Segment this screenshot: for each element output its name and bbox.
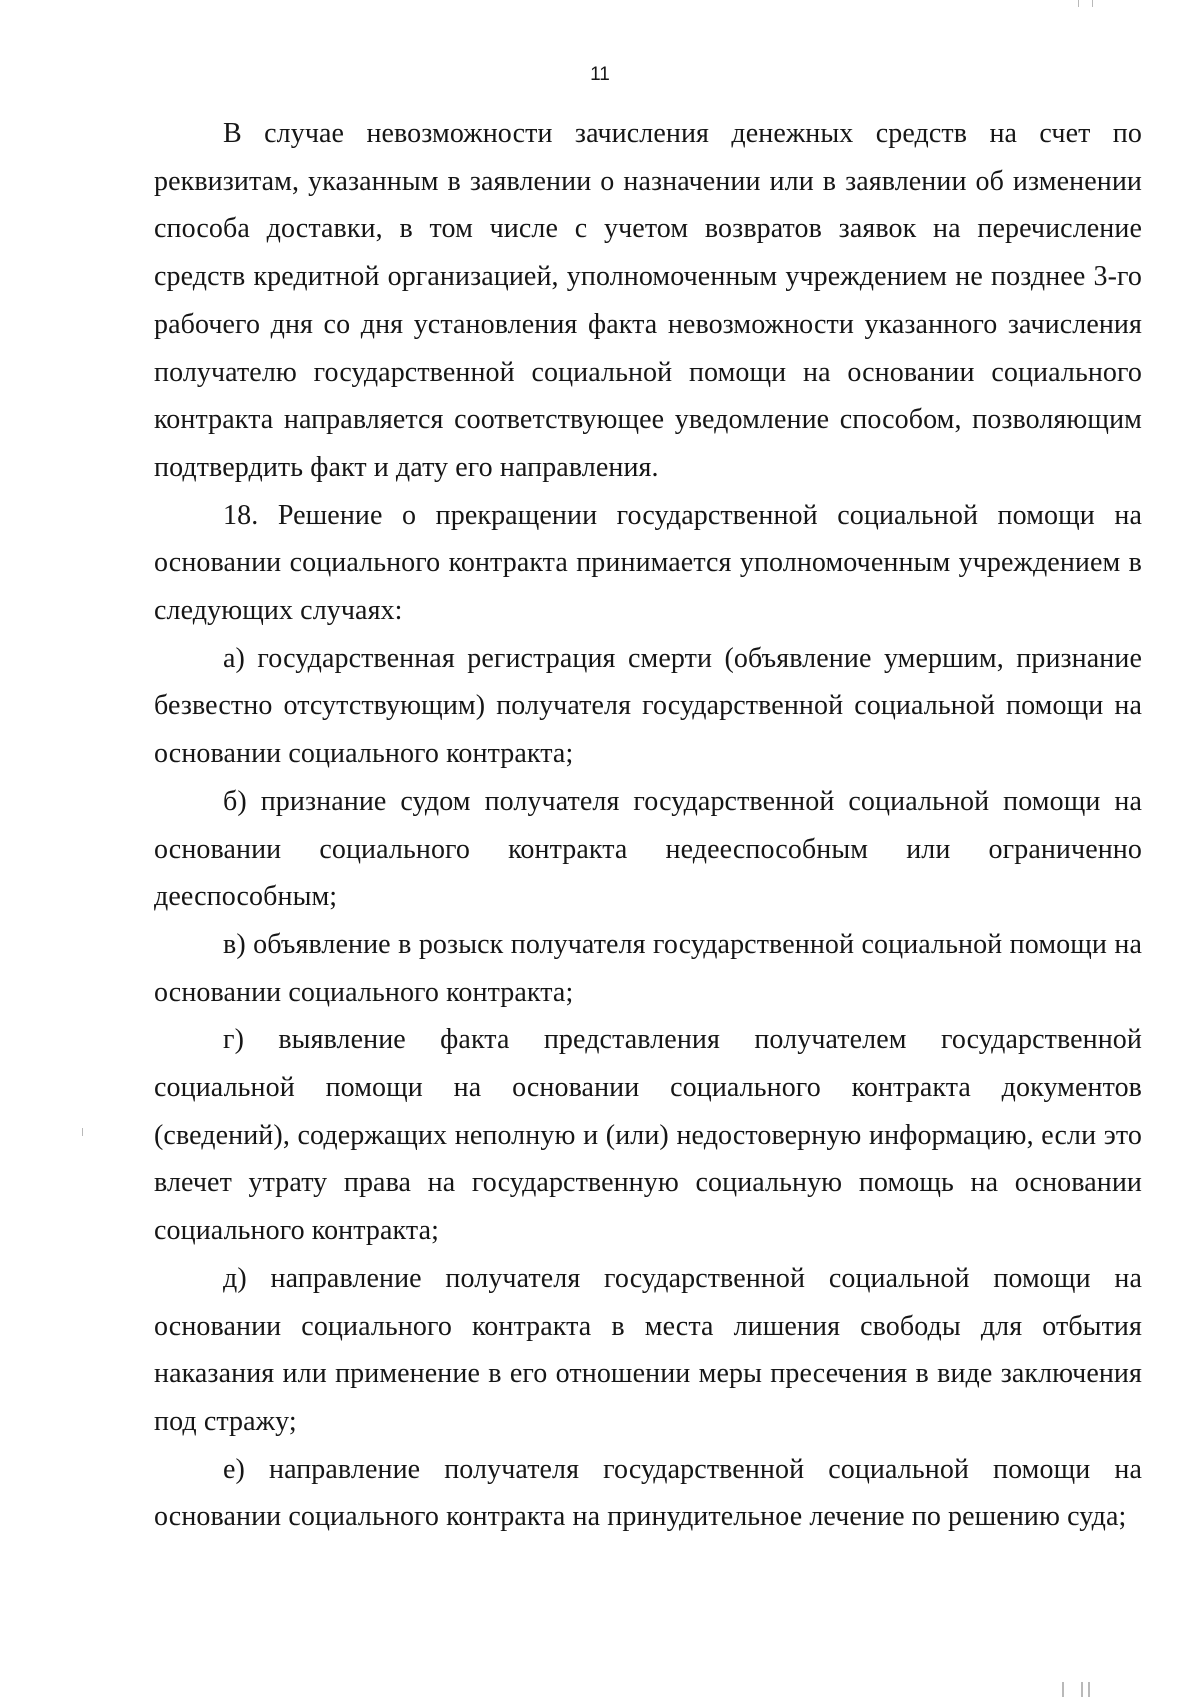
page-number: 11 (590, 64, 610, 85)
scan-mark-top-right-2 (1092, 0, 1093, 7)
scan-mark-top-right (1078, 0, 1079, 7)
scan-mark-left-margin (82, 1128, 83, 1136)
scan-mark-bottom-right-3 (1088, 1682, 1090, 1697)
list-item-e-compulsory-treatment: е) направление получателя государственной социальной помощи на основании социального контракта на принудительное лечение по решению суда; (154, 1453, 1142, 1533)
list-item-d-imprisonment: д) направление получателя государственной социальной помощи на основании социального контракта в места лишения свободы для отбытия наказания или применение в его отношении меры пресечения в виде заключения под стражу; (154, 1262, 1142, 1437)
paragraph-18-termination-decision: 18. Решение о прекращении государственной социальной помощи на основании социального контракта принимается уполномоченным учреждением в следующих случаях: (154, 499, 1142, 627)
document-body (154, 110, 1142, 1541)
list-item-a-death-registration: а) государственная регистрация смерти (объявление умершим, признание безвестно отсутствующим) получателя государственной социальной помощи на основании социального контракта; (154, 642, 1142, 770)
paragraph-payment-failure-notice: В случае невозможности зачисления денежных средств на счет по реквизитам, указанным в заявлении о назначении или в заявлении об изменении способа доставки, в том числе с учетом возвратов заявок на перечисление средств кредитной организацией, уполномоченным учреждением не позднее 3-го рабочего дня со дня установления факта невозможности указанного зачисления получателю государственной социальной помощи на основании социального контракта направляется соответствующее уведомление способом, позволяющим подтвердить факт и дату его направления. (154, 118, 1142, 483)
list-item-g-false-documents: г) выявление факта представления получателем государственной социальной помощи на основании социального контракта документов (сведений), содержащих неполную и (или) недостоверную информацию, если это влечет утрату права на государственную социальную помощь на основании социального контракта; (154, 1024, 1142, 1247)
scan-mark-bottom-right (1062, 1682, 1064, 1697)
scan-mark-bottom-right-2 (1081, 1682, 1083, 1697)
list-item-v-wanted-search: в) объявление в розыск получателя государственной социальной помощи на основании социального контракта; (154, 928, 1142, 1008)
list-item-b-incapacity: б) признание судом получателя государственной социальной помощи на основании социального контракта недееспособным или ограниченно дееспособным; (154, 785, 1142, 913)
